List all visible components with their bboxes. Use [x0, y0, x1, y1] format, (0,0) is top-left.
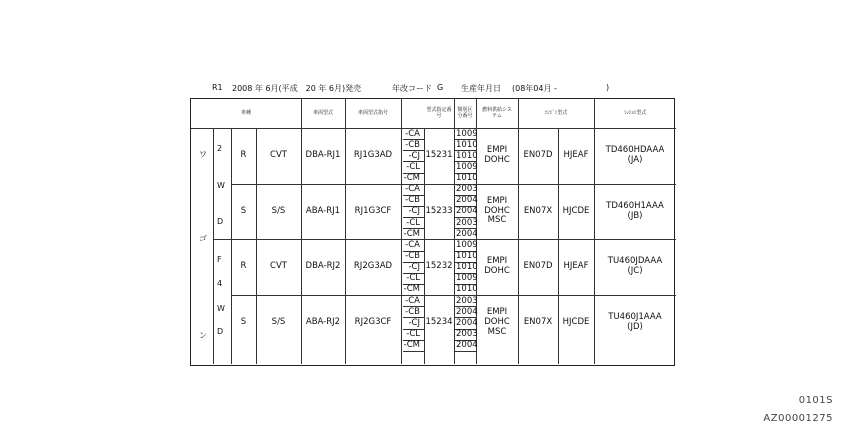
transmission-type-cell: [594, 295, 676, 351]
header-model-code: 車両型式指号: [357, 109, 388, 116]
fuel-system-cell: [476, 128, 518, 184]
grade-cell: R: [240, 149, 247, 160]
grade-cell: S: [240, 205, 247, 216]
class-number: 2004: [456, 195, 478, 206]
body-label-2: ゴ: [199, 234, 207, 243]
header-vehicle-model: 車両型式: [312, 109, 333, 116]
model-cell: ABA-RJ1: [305, 205, 341, 216]
class-divider: [454, 351, 476, 352]
class-number: 2004: [456, 340, 478, 351]
suffix-code: -CM: [403, 173, 420, 184]
column-divider: [213, 128, 214, 364]
engine-cell: EN07D: [523, 149, 553, 160]
fuel-system-line: DOHC: [484, 317, 510, 328]
fuel-system-cell: [476, 184, 518, 240]
year-code: G: [437, 83, 444, 92]
engine-cell: EN07D: [523, 261, 553, 272]
suffix-code: -CM: [403, 284, 420, 295]
class-number: 1010: [456, 262, 478, 273]
body-label-1: ワ: [199, 150, 207, 159]
production-label: 生産年月日: [461, 84, 501, 93]
header-type-number: 型式指定番号: [426, 106, 452, 119]
suffix-divider: [403, 351, 424, 352]
release-date: 2008 年 6月(平成 20 年 6月)発売: [232, 84, 362, 93]
suffix-code: -CJ: [408, 206, 420, 217]
class-number: 2003: [456, 329, 478, 340]
suffix-code: -CL: [406, 329, 420, 340]
transmission-type-line: (JC): [627, 266, 643, 277]
model-cell: ABA-RJ2: [305, 317, 341, 328]
suffix-code: -CB: [405, 251, 420, 262]
class-number: 2003: [456, 295, 478, 306]
model-code-cell: RJ2G3CF: [354, 317, 392, 328]
transmission-cell: CVT: [270, 261, 287, 272]
engine-code-cell: HJCDE: [562, 205, 590, 216]
model-cell: DBA-RJ1: [305, 149, 341, 160]
drive-2wd-3: D: [217, 217, 224, 226]
drive-divider: [213, 239, 231, 240]
suffix-code: -CJ: [408, 262, 420, 273]
engine-code-cell: HJCDE: [562, 317, 590, 328]
transmission-cell: S/S: [271, 317, 286, 328]
transmission-type-cell: [594, 239, 676, 295]
class-number: 1010: [456, 150, 478, 161]
transmission-type-line: (JD): [627, 321, 643, 332]
suffix-code: -CA: [405, 128, 420, 139]
header-vehicle-type: 車種: [240, 109, 251, 116]
engine-cell: EN07X: [523, 205, 553, 216]
type-number-cell: 15233: [425, 205, 453, 216]
suffix-code: -CL: [406, 217, 420, 228]
transmission-type-line: TD460H1AAA: [606, 200, 664, 211]
fuel-system-cell: [476, 295, 518, 351]
fuel-system-cell: [476, 239, 518, 295]
fuel-system-line: MSC: [487, 215, 507, 226]
fuel-system-line: EMPI: [486, 256, 508, 267]
model-table: [190, 98, 675, 366]
class-number: 1010: [456, 284, 478, 295]
suffix-code: -CB: [405, 306, 420, 317]
suffix-code: -CL: [406, 161, 420, 172]
fuel-system-line: MSC: [487, 326, 507, 337]
transmission-type-line: (JA): [627, 154, 643, 165]
year-code-label: 年改コード: [392, 84, 432, 93]
suffix-code: -CA: [405, 239, 420, 250]
model-cell: DBA-RJ2: [305, 261, 341, 272]
drive-4wd-3: W: [217, 304, 225, 313]
production-range: (08年04月 -: [512, 84, 557, 93]
drive-2wd-1: 2: [217, 144, 223, 153]
transmission-type-line: TU460JDAAA: [607, 256, 663, 267]
header-transmission-type: ﾐｯｼｮﾝ型式: [623, 109, 647, 116]
transmission-type-cell: [594, 184, 676, 240]
header-fuel-system: 燃料供給システム: [482, 106, 512, 119]
class-number: 1009: [456, 161, 478, 172]
type-number-cell: 15232: [425, 261, 453, 272]
suffix-code: -CJ: [408, 317, 420, 328]
class-number: 2004: [456, 228, 478, 239]
column-divider: [401, 99, 402, 364]
engine-cell: EN07X: [523, 317, 553, 328]
fuel-system-line: DOHC: [484, 266, 510, 277]
class-number: 1010: [456, 251, 478, 262]
class-number: 2003: [456, 217, 478, 228]
grade-cell: R: [240, 261, 247, 272]
class-number: 2004: [456, 306, 478, 317]
class-number: 1009: [456, 239, 478, 250]
transmission-type-line: TU460J1AAA: [608, 312, 662, 323]
suffix-code: -CA: [405, 295, 420, 306]
class-number: 2004: [456, 206, 478, 217]
suffix-code: -CM: [403, 340, 420, 351]
suffix-code: -CB: [405, 195, 420, 206]
type-number-cell: 15231: [425, 149, 453, 160]
model-code-cell: RJ1G3CF: [354, 205, 392, 216]
fuel-system-line: EMPI: [486, 307, 508, 318]
grade-cell: S: [240, 317, 247, 328]
drive-4wd-2: 4: [217, 279, 223, 288]
document-code: AZ00001275: [763, 413, 833, 424]
suffix-code: -CA: [405, 184, 420, 195]
class-number: 2003: [456, 184, 478, 195]
transmission-cell: CVT: [270, 149, 287, 160]
suffix-code: -CL: [406, 273, 420, 284]
suffix-code: -CM: [403, 228, 420, 239]
fuel-system-line: EMPI: [486, 145, 508, 156]
suffix-code: -CB: [405, 139, 420, 150]
suffix-code: -CJ: [408, 150, 420, 161]
type-number-cell: 15234: [425, 317, 453, 328]
class-number: 2004: [456, 317, 478, 328]
transmission-type-line: TD460HDAAA: [605, 145, 665, 156]
header-engine-type: ｴﾝｼﾞﾝ型式: [544, 109, 568, 116]
engine-code-cell: HJEAF: [563, 261, 589, 272]
model-code-cell: RJ1G3AD: [353, 149, 393, 160]
header-class-number: 類別区分番号: [457, 106, 473, 119]
transmission-type-cell: [594, 128, 676, 184]
engine-code-cell: HJEAF: [563, 149, 589, 160]
transmission-cell: S/S: [271, 205, 286, 216]
fuel-system-line: EMPI: [486, 195, 508, 206]
transmission-type-line: (JB): [627, 210, 643, 221]
fuel-system-line: DOHC: [484, 154, 510, 165]
class-number: 1009: [456, 273, 478, 284]
drive-4wd-1: F: [217, 255, 222, 264]
drive-2wd-2: W: [217, 181, 225, 190]
class-number: 1010: [456, 139, 478, 150]
class-number: 1010: [456, 173, 478, 184]
body-label-3: ン: [199, 331, 207, 340]
class-number: 1009: [456, 128, 478, 139]
model-code-cell: RJ2G3AD: [353, 261, 393, 272]
release-label: R1: [212, 83, 223, 92]
page-number: 0101S: [798, 395, 833, 406]
production-close: ): [606, 83, 610, 92]
drive-4wd-4: D: [217, 327, 224, 336]
fuel-system-line: DOHC: [484, 205, 510, 216]
